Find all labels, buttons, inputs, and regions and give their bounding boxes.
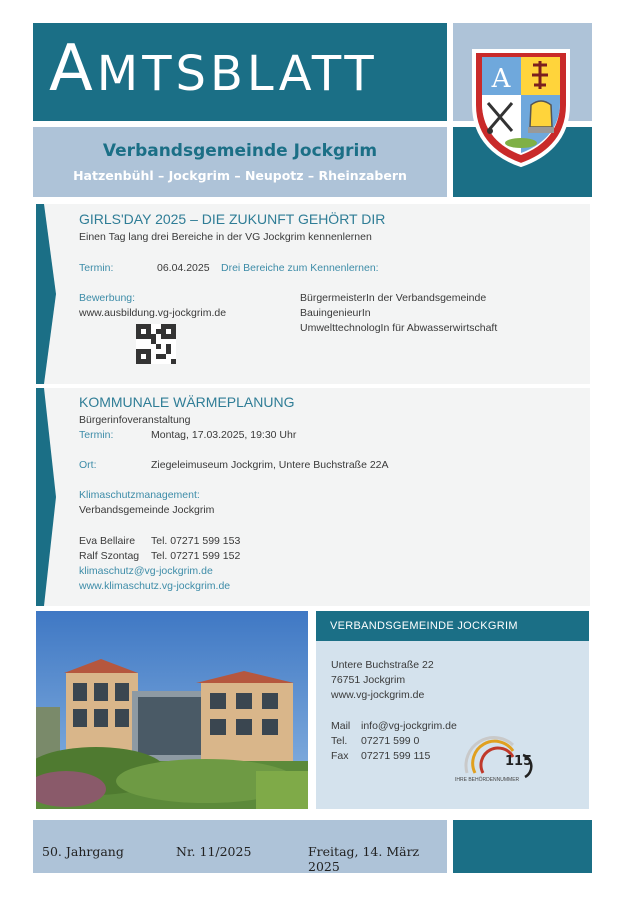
waerme-title: KOMMUNALE WÄRMEPLANUNG	[79, 394, 295, 410]
contact-tel-2: Tel. 07271 599 152	[151, 550, 241, 562]
waerme-panel	[36, 388, 590, 606]
footer-bar	[33, 820, 447, 873]
waerme-termin-label: Termin:	[79, 429, 114, 441]
contact-tel-1: Tel. 07271 599 153	[151, 535, 241, 547]
address-web-link[interactable]: www.vg-jockgrim.de	[331, 689, 425, 701]
klima-email-link[interactable]: klimaschutz@vg-jockgrim.de	[79, 565, 213, 577]
girlsday-bewerbung-url[interactable]: www.ausbildung.vg-jockgrim.de	[79, 307, 227, 319]
tel-label: Tel.	[331, 735, 348, 747]
section-arrow-marker	[36, 204, 56, 384]
org-banner	[33, 127, 447, 197]
mail-value[interactable]: info@vg-jockgrim.de	[361, 720, 457, 732]
footer-accent-block	[453, 820, 592, 873]
address-box	[316, 611, 589, 809]
address-city: 76751 Jockgrim	[331, 674, 406, 686]
klima-label: Klimaschutzmanagement:	[79, 489, 200, 501]
waerme-ort-label: Ort:	[79, 459, 97, 471]
girlsday-area-3: UmwelttechnologIn für Abwasserwirtschaft	[300, 322, 498, 334]
fax-label: Fax	[331, 750, 349, 762]
section-arrow-marker	[36, 388, 56, 606]
masthead-title	[49, 32, 378, 106]
footer-jahrgang: 50. Jahrgang	[42, 844, 124, 859]
address-box-title: VERBANDSGEMEINDE JOCKGRIM	[330, 620, 518, 632]
waerme-termin-value: Montag, 17.03.2025, 19:30 Uhr	[151, 429, 297, 441]
girlsday-termin-label: Termin:	[79, 262, 114, 274]
mail-label: Mail	[331, 720, 351, 732]
girlsday-area-1: BürgermeisterIn der Verbandsgemeinde	[300, 292, 487, 304]
coat-of-arms-icon	[466, 45, 576, 170]
girlsday-subtitle: Einen Tag lang drei Bereiche in der VG Jockgrim kennenlernen	[79, 231, 372, 243]
logo-115	[453, 733, 549, 785]
girlsday-panel	[36, 204, 590, 384]
fax-value: 07271 599 115	[361, 750, 431, 762]
logo-115-caption: IHRE BEHÖRDENNUMMER	[455, 777, 520, 783]
waerme-ort-value: Ziegeleimuseum Jockgrim, Untere Buchstraße 22A	[151, 459, 389, 471]
qr-code-icon	[136, 324, 176, 364]
girlsday-area-2: BauingenieurIn	[300, 307, 371, 319]
girlsday-areas-label: Drei Bereiche zum Kennenlernen:	[221, 262, 379, 274]
town-hall-photo	[36, 611, 308, 809]
address-street: Untere Buchstraße 22	[331, 659, 434, 671]
tel-value: 07271 599 0	[361, 735, 420, 747]
footer-datum: Freitag, 14. März 2025	[308, 844, 420, 874]
footer-nummer: Nr. 11/2025	[176, 844, 252, 859]
masthead-title-bar	[33, 23, 447, 121]
masthead-title-rest: MTSBLATT	[96, 46, 378, 102]
svg-text:A: A	[491, 64, 511, 94]
girlsday-bewerbung-label: Bewerbung:	[79, 292, 136, 304]
klima-org: Verbandsgemeinde Jockgrim	[79, 504, 215, 516]
contact-name-2: Ralf Szontag	[79, 550, 140, 562]
girlsday-termin-value: 06.04.2025	[157, 262, 210, 274]
waerme-subtitle: Bürgerinfoveranstaltung	[79, 414, 191, 426]
masthead-title-initial: A	[49, 32, 97, 106]
contact-name-1: Eva Bellaire	[79, 535, 136, 547]
member-towns: Hatzenbühl – Jockgrim – Neupotz – Rheinzabern	[73, 168, 407, 183]
address-box-header	[316, 611, 589, 641]
org-name: Verbandsgemeinde Jockgrim	[102, 141, 378, 161]
logo-115-number: 115	[505, 754, 533, 769]
girlsday-title: GIRLS'DAY 2025 – DIE ZUKUNFT GEHÖRT DIR	[79, 211, 386, 227]
klima-web-link[interactable]: www.klimaschutz.vg-jockgrim.de	[79, 580, 231, 592]
